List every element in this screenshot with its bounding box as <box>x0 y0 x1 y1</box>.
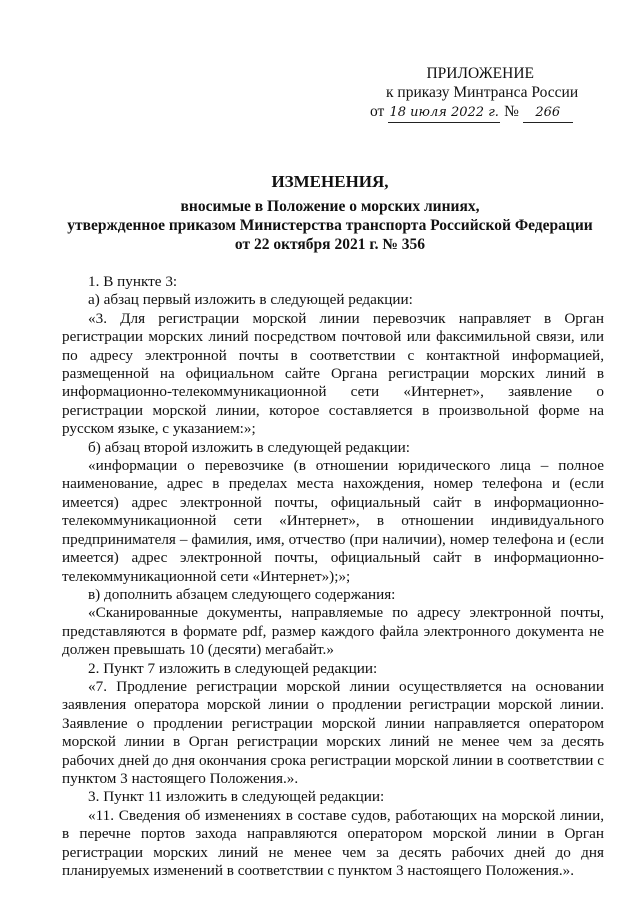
paragraph: «7. Продление регистрации морской линии осуществляется на основании заявления оператора морской линии о продлении регистрации морской линии. Заявление о продлении регистрации морской линии направляется оператором морской линии в Орган регистрации морских линий не менее чем за десять рабочих дней до дня окончания срока регистрации морской линии в соответствии с пунктом 3 настоящего Положения.». <box>62 677 604 787</box>
handwritten-date: 18 июля 2022 г. <box>388 103 500 123</box>
appendix-order-ref: к приказу Минтранса России <box>386 84 579 101</box>
paragraph: «3. Для регистрации морской линии перевозчик направляет в Орган регистрации морских линий посредством почтовой или факсимильной связи, или по адресу электронной почты в соответствии с контактной информацией, размещенной на официальном сайте Органа регистрации морских линий в информационно-телекоммуникационной сети «Интернет», заявление о регистрации морской линии, которое составляется в произвольной форме на русском языке, с указанием:»; <box>62 309 604 438</box>
paragraph: в) дополнить абзацем следующего содержания: <box>88 585 396 603</box>
document-body <box>62 273 604 880</box>
paragraph: «Сканированные документы, направляемые по адресу электронной почты, представляются в формате pdf, размер каждого файла электронного документа не должен превышать 10 (десяти) мегабайт.» <box>62 604 604 659</box>
document-heading <box>60 172 600 254</box>
heading-title: ИЗМЕНЕНИЯ, <box>271 172 389 191</box>
paragraph: 3. Пункт 11 изложить в следующей редакции: <box>88 788 385 806</box>
heading-line-4: от 22 октября 2021 г. № 356 <box>234 236 426 253</box>
appendix-date-line <box>360 102 600 123</box>
heading-line-2: вносимые в Положение о морских линиях, <box>180 198 480 215</box>
paragraph: 2. Пункт 7 изложить в следующей редакции: <box>88 659 378 677</box>
paragraph: а) абзац первый изложить в следующей редакции: <box>88 291 413 309</box>
appendix-block <box>360 64 600 123</box>
paragraph: 1. В пункте 3: <box>88 273 178 290</box>
paragraph: б) абзац второй изложить в следующей редакции: <box>88 438 410 456</box>
heading-line-3: утвержденное приказом Министерства транспорта Российской Федерации <box>67 217 593 234</box>
paragraph: «информации о перевозчике (в отношении юридического лица – полное наименование, адрес в пределах места нахождения, номер телефона и (если имеется) адрес электронной почты, официальный сайт в информационно-телекоммуникационной сети «Интернет», в отношении индивидуального предпринимателя – фамилия, имя, отчество (при наличии), номер телефона и (если имеется) адрес электронной почты, официальный сайт в информационно-телекоммуникационной сети «Интернет»);»; <box>62 457 604 585</box>
paragraph: «11. Сведения об изменениях в составе судов, работающих на морской линии, в перечне портов захода направляются оператором морской линии в Орган регистрации морских линий не менее чем за десять рабочих дней до дня планируемых изменений в соответствии с пунктом 3 настоящего Положения.». <box>62 806 604 879</box>
from-label: от <box>370 103 385 120</box>
handwritten-number: 266 <box>523 103 573 123</box>
appendix-title: ПРИЛОЖЕНИЕ <box>426 65 534 82</box>
number-label: № <box>504 103 519 120</box>
